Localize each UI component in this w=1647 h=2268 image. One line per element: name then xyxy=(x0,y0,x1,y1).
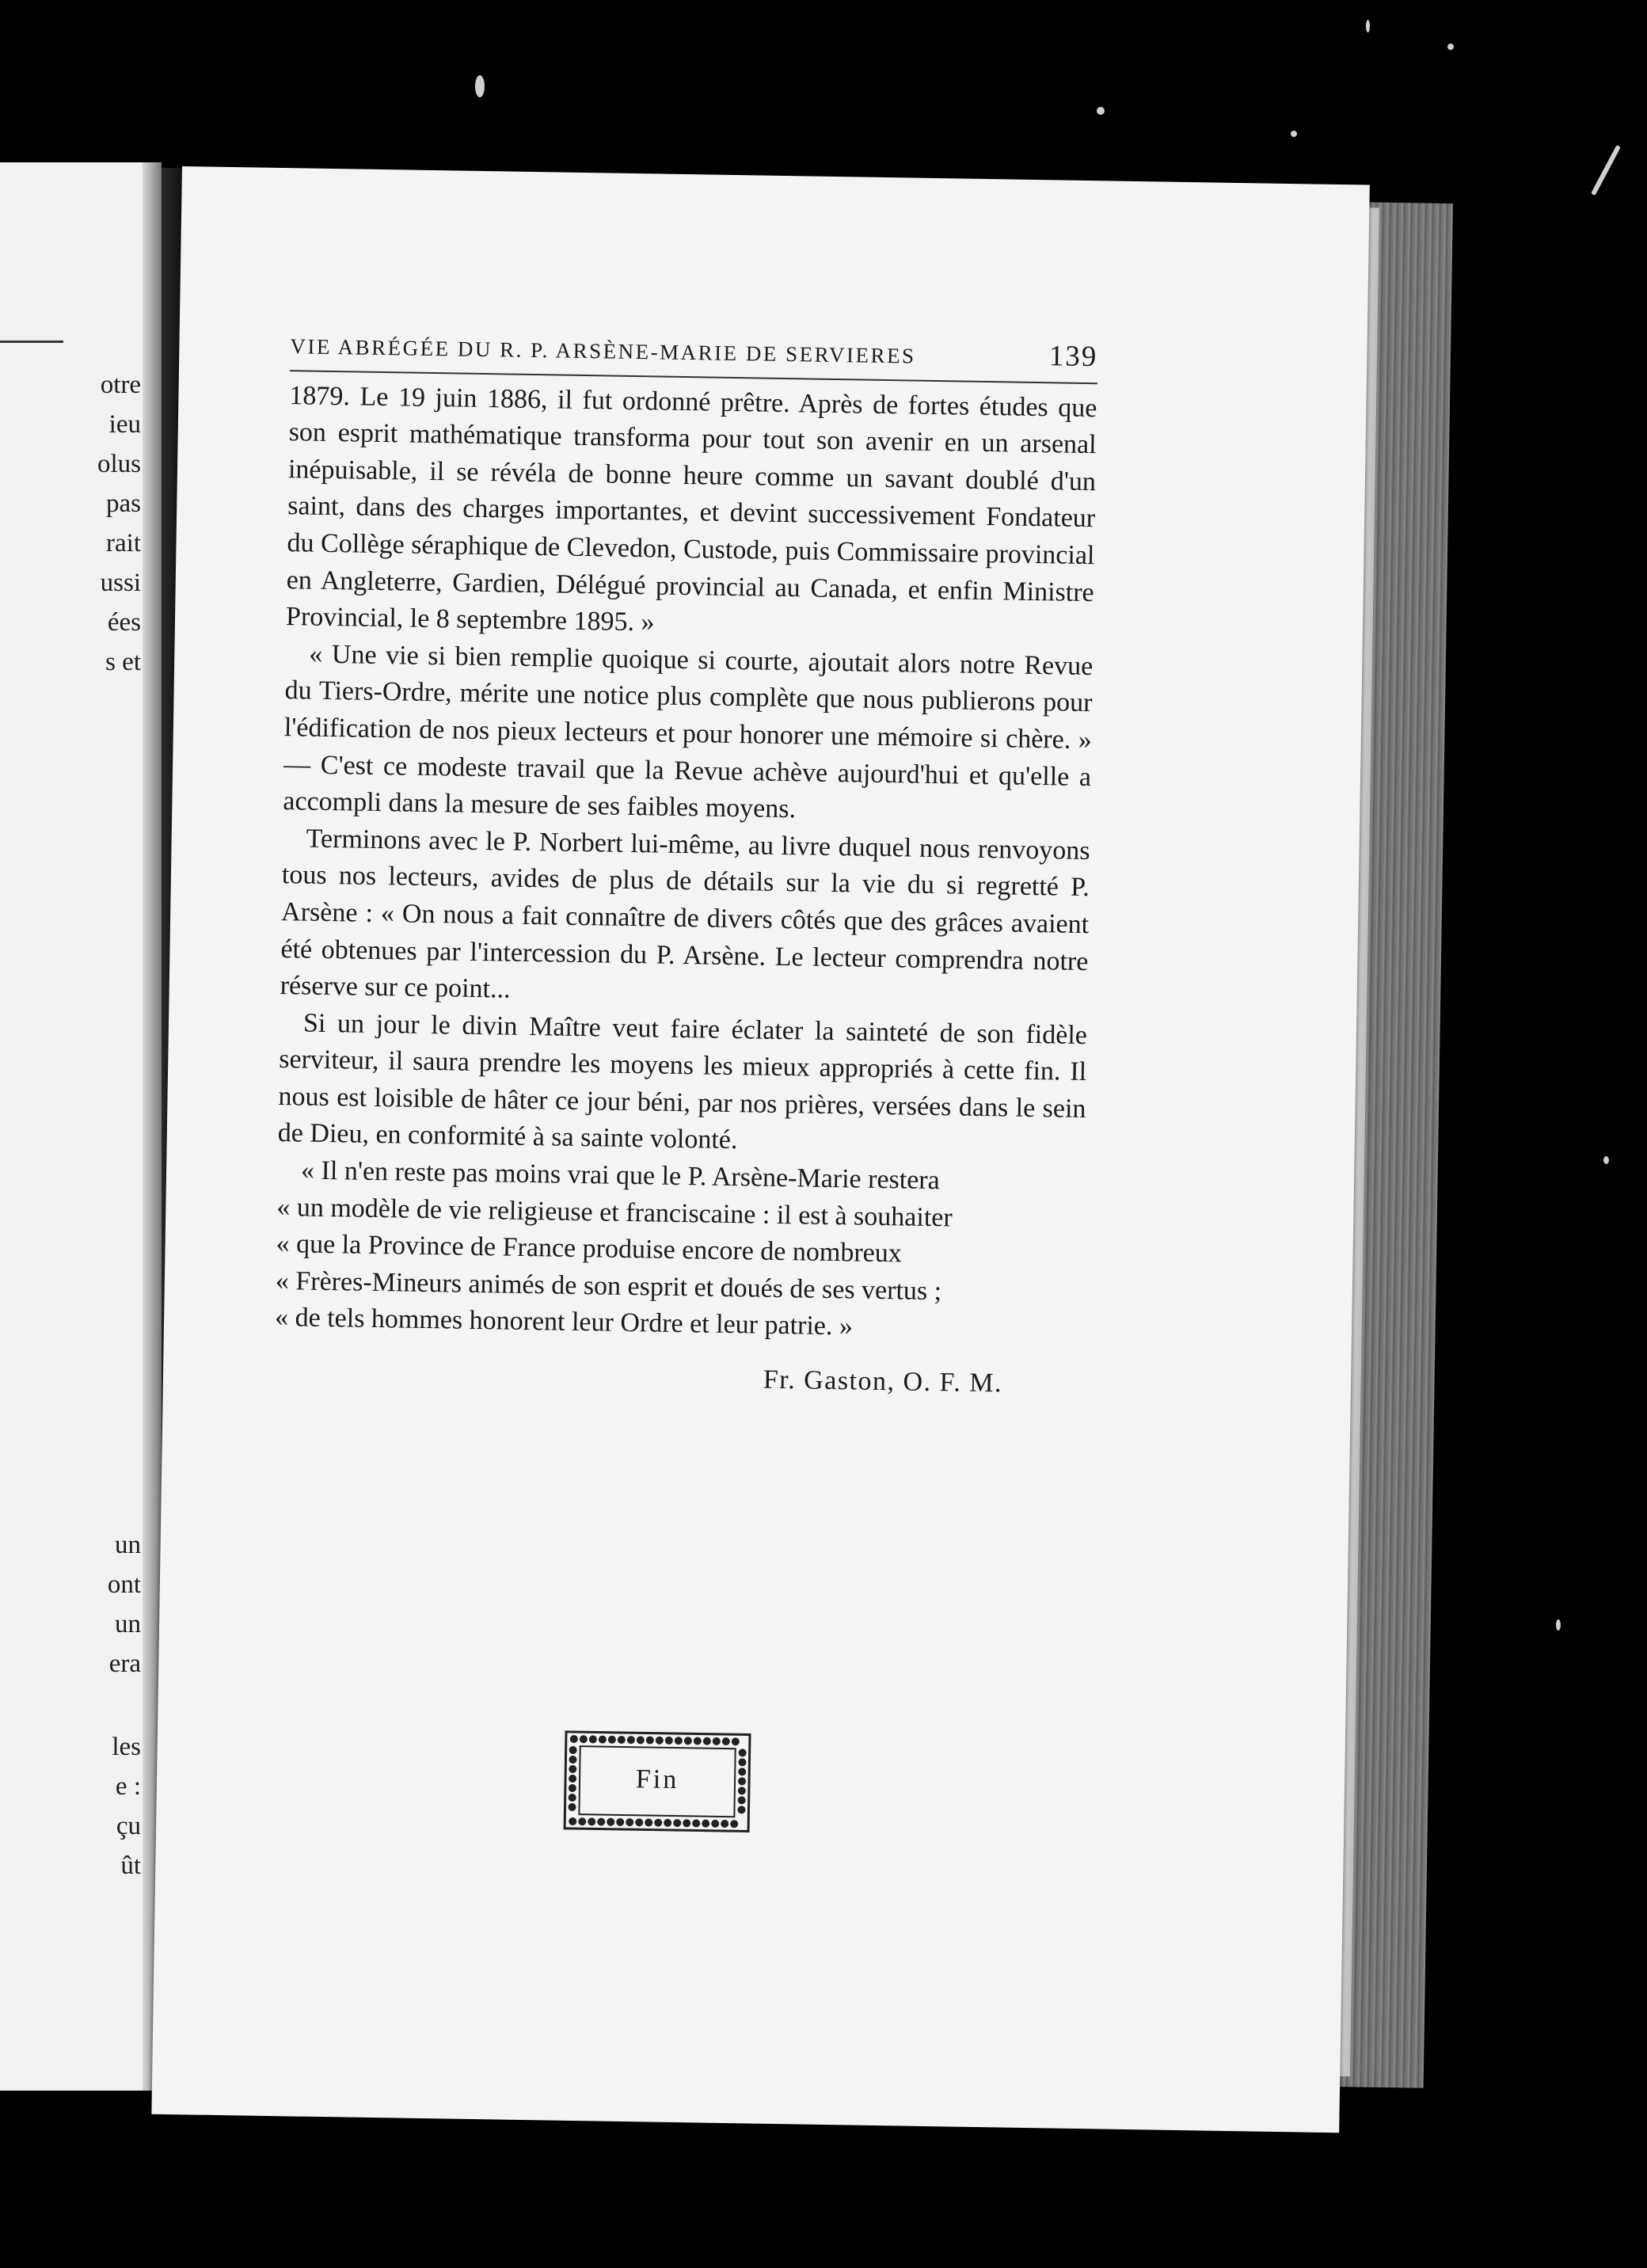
quote-line: « un modèle de vie religieuse et franciscaine : il est à souhaiter xyxy=(276,1192,953,1233)
left-page-line-fragment: ieu xyxy=(108,410,141,439)
left-page-line-fragment: ussi xyxy=(100,569,141,597)
ornament-dot xyxy=(589,1735,597,1743)
ornament-dot xyxy=(664,1819,671,1827)
paragraph: Terminons avec le P. Norbert lui-même, au livre duquel nous renvoyons tous nos lecteurs, avides de plus de détails sur la vie du si regretté P. Arsène : « On nous a fait connaître de divers côtés que des grâces avaient été obtenues par l'intercession du P. Arsène. Le lecteur comprendra notre réserve sur ce point... xyxy=(280,824,1090,1004)
left-page-line-fragment: s et xyxy=(105,648,141,676)
ornament-dot xyxy=(703,1737,711,1745)
ornament-dot xyxy=(618,1736,626,1744)
dust-speck xyxy=(1556,1619,1561,1631)
ornament-dot xyxy=(654,1819,662,1827)
left-page-line-fragment: les xyxy=(112,1733,141,1761)
fin-label: Fin xyxy=(635,1764,679,1795)
ornament-dot xyxy=(626,1818,633,1826)
ornament-dot xyxy=(616,1818,624,1826)
left-page-line-fragment: otre xyxy=(100,371,141,399)
ornament-dot xyxy=(645,1818,652,1826)
ornament-dot xyxy=(702,1820,709,1828)
left-page-line-fragment: ées xyxy=(107,608,141,637)
ornament-dot xyxy=(607,1818,614,1826)
running-title: VIE ABRÉGÉE DU R. P. ARSÈNE-MARIE DE SERVIERES xyxy=(290,334,916,368)
ornament-dot xyxy=(569,1756,576,1764)
ornament-dot xyxy=(730,1820,738,1828)
ornament-dot xyxy=(692,1819,700,1827)
dust-speck xyxy=(475,75,485,97)
ornament-dot xyxy=(739,1749,747,1756)
ornament-dot xyxy=(713,1737,721,1745)
ornament-dot xyxy=(578,1817,586,1825)
ornament-dot xyxy=(738,1796,746,1804)
ornament-dot xyxy=(599,1736,607,1744)
dust-speck xyxy=(1603,1156,1609,1164)
left-page-rule xyxy=(0,341,63,343)
dust-speck xyxy=(1366,20,1370,32)
dust-speck xyxy=(1097,107,1105,115)
ornament-dot xyxy=(673,1819,681,1827)
ornament-dot xyxy=(608,1736,616,1744)
signature: Fr. Gaston, O. F. M. xyxy=(763,1364,1003,1398)
dust-speck xyxy=(1447,44,1454,50)
left-page-line-fragment: çu xyxy=(116,1812,141,1840)
ornament-dot xyxy=(627,1736,635,1744)
ornament-dot xyxy=(637,1736,645,1744)
paragraph: Si un jour le divin Maître veut faire éclater la sainteté de son fidèle serviteur, il saura prendre les moyens les mieux appropriés à cette fin. Il nous est loisible de hâter ce jour béni, par nos prières, versées dans le sein de Dieu, en conformité à sa sainte volonté. xyxy=(277,1008,1088,1155)
ornament-dot xyxy=(694,1737,702,1745)
ornament-dot xyxy=(684,1737,692,1745)
left-page-line-fragment: olus xyxy=(97,450,141,478)
left-page-line-fragment: un xyxy=(115,1531,141,1559)
ornament-dot xyxy=(580,1735,588,1743)
ornament-dot xyxy=(570,1735,578,1743)
left-page-line-fragment: ût xyxy=(120,1851,141,1880)
ornament-dot xyxy=(569,1794,576,1802)
left-page-line-fragment: rait xyxy=(106,529,141,557)
ornament-dot xyxy=(722,1737,730,1745)
ornament-dot xyxy=(569,1746,577,1754)
ornament-dot xyxy=(656,1737,664,1745)
ornament-dot xyxy=(588,1817,595,1825)
ornament-dot xyxy=(721,1820,728,1828)
ornament-dot xyxy=(569,1817,576,1825)
left-page-line-fragment: ont xyxy=(107,1570,141,1599)
running-head xyxy=(290,326,1098,384)
quote-line: « Frères-Mineurs animés de son esprit et doués de ses vertus ; xyxy=(275,1265,942,1307)
ornament-dot xyxy=(635,1818,643,1826)
ornament-dot xyxy=(665,1737,673,1745)
dust-speck xyxy=(1591,145,1621,196)
page-number: 139 xyxy=(1048,340,1098,374)
quote-line: « que la Province de France produise encore de nombreux xyxy=(276,1229,903,1269)
left-page-line-fragment: e : xyxy=(115,1772,141,1801)
ornament-dot xyxy=(597,1817,605,1825)
ornament-dot xyxy=(646,1736,654,1744)
book-page xyxy=(151,166,1369,2133)
page-text-block xyxy=(274,326,1098,1403)
ornament-dot xyxy=(683,1819,690,1827)
ornament-dot xyxy=(568,1803,576,1811)
ornament-dot xyxy=(732,1737,740,1745)
paragraph: 1879. Le 19 juin 1886, il fut ordonné prêtre. Après de fortes études que son esprit mathématique transforma pour tout son avenir en un arsenal inépuisable, il se révéla de bonne heure comme un savant doublé d'un saint, dans des charges importantes, et devint successivement Fondateur du Collège séraphique de Clevedon, Custode, puis Commissaire provincial en Angleterre, Gardien, Délégué provincial au Canada, et enfin Ministre Provincial, le 8 septembre 1895. » xyxy=(285,380,1097,637)
quote-line: « de tels hommes honorent leur Ordre et leur patrie. » xyxy=(274,1303,854,1341)
dust-speck xyxy=(1291,131,1297,137)
left-page-line-fragment: pas xyxy=(106,489,141,518)
quote-line: « Il n'en reste pas moins vrai que le P. Arsène-Marie restera xyxy=(300,1155,941,1196)
fin-ornament xyxy=(561,1729,753,1835)
ornament-dot xyxy=(711,1820,719,1828)
ornament-dot xyxy=(675,1737,683,1745)
ornament-dot xyxy=(737,1806,745,1813)
ornament-dot xyxy=(738,1758,746,1766)
left-page-line-fragment: un xyxy=(115,1610,141,1638)
paragraph: « Une vie si bien remplie quoique si courte, ajoutait alors notre Revue du Tiers-Ordre, mérite une notice plus complète que nous publierons pour l'édification de nos pieux lecteurs et pour honorer une mémoire si chère. » — C'est ce modeste travail que la Revue achève aujourd'hui et qu'elle a accompli dans la mesure de ses faibles moyens. xyxy=(283,639,1094,824)
left-page-line-fragment: era xyxy=(108,1650,141,1678)
